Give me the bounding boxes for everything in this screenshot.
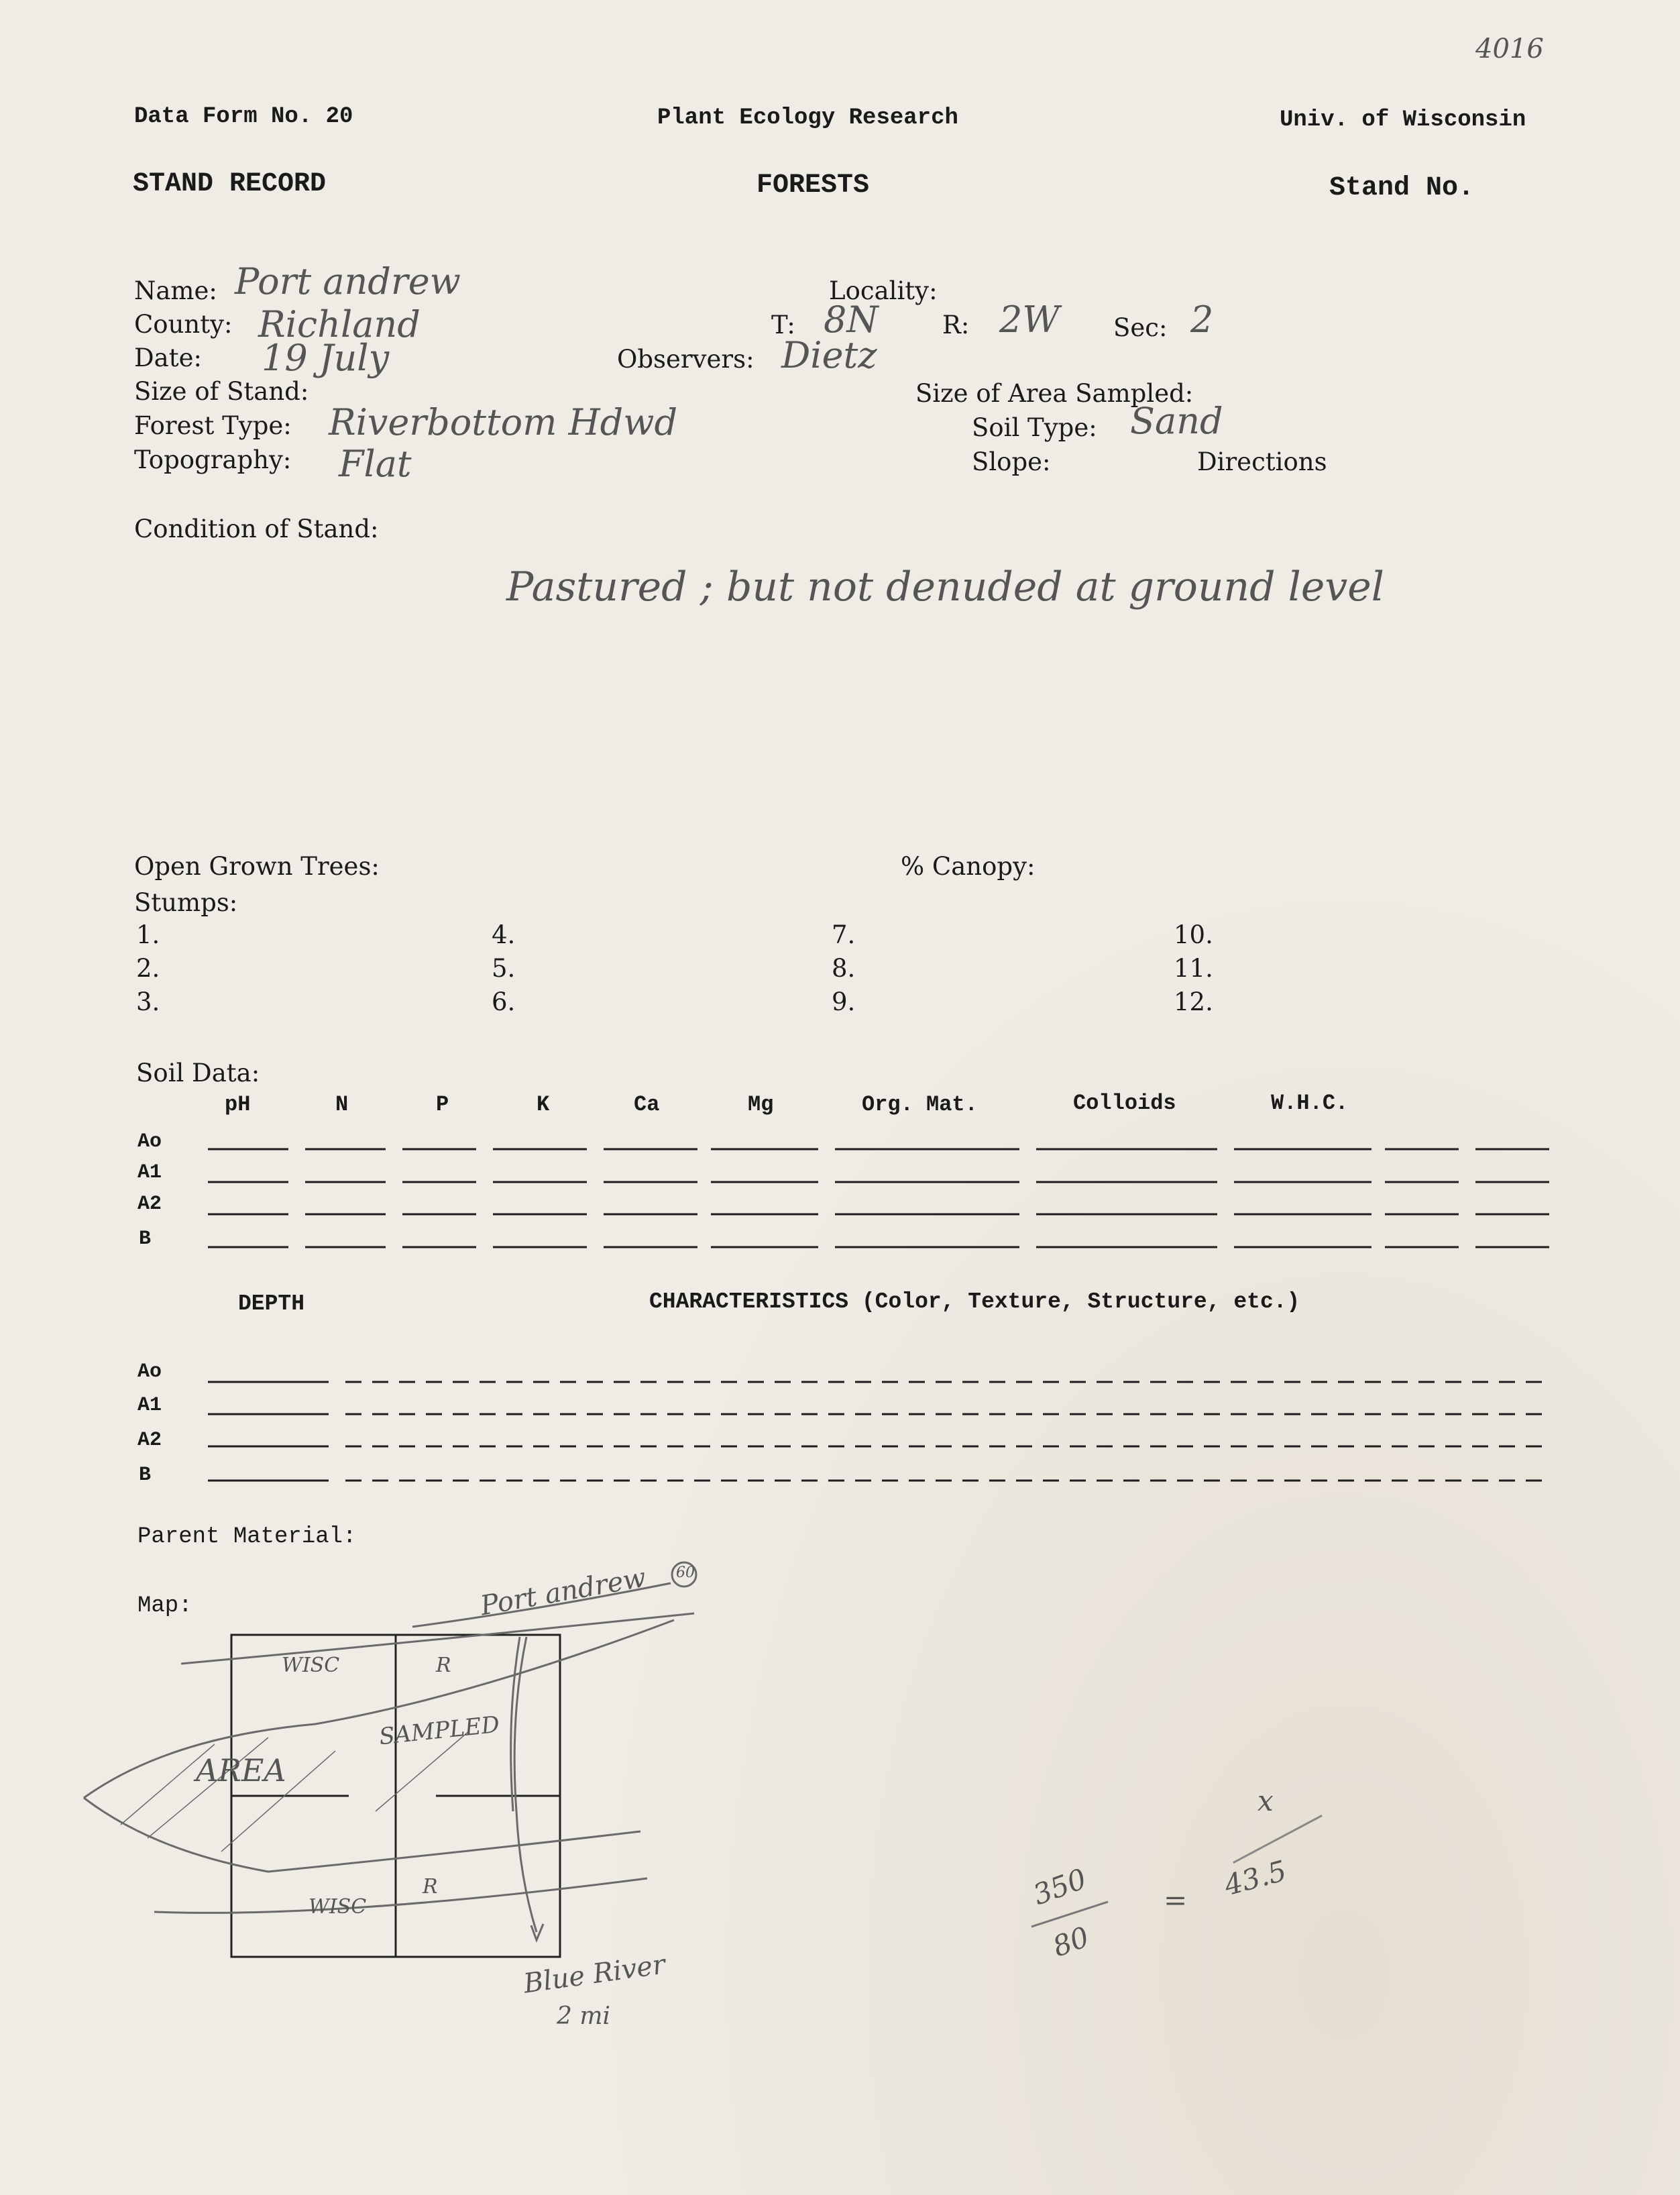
map-wisc-top: WISC <box>282 1654 340 1677</box>
map-area-label: AREA <box>196 1752 286 1788</box>
forest-title: FORESTS <box>757 170 870 201</box>
locality-label: Locality: <box>829 276 938 305</box>
name-value: Port andrew <box>235 260 461 303</box>
depth-row-a1: A1 <box>137 1394 162 1417</box>
area-hatching <box>121 1731 469 1852</box>
t-label: T: <box>771 311 795 339</box>
area-lower-boundary <box>84 1798 640 1872</box>
map-r-top: R <box>436 1654 451 1677</box>
soil-type-value: Sand <box>1130 400 1223 442</box>
depth-row-b: B <box>139 1464 152 1487</box>
stump-number: 2. <box>136 954 160 983</box>
directions-label: Directions <box>1197 447 1327 476</box>
col-ph: pH <box>225 1092 251 1117</box>
map-river-label: Blue River <box>521 1949 667 2000</box>
col-ca: Ca <box>634 1092 660 1117</box>
form-number: Data Form No. 20 <box>134 104 353 129</box>
area-upper-boundary <box>84 1620 674 1798</box>
stump-number: 9. <box>832 987 856 1016</box>
col-n: N <box>335 1092 349 1117</box>
row-a2: A2 <box>137 1193 162 1216</box>
forest-type-label: Forest Type: <box>134 411 292 440</box>
header-right: Univ. of Wisconsin <box>1280 107 1526 133</box>
header-center: Plant Ecology Research <box>657 105 958 131</box>
condition-value: Pastured ; but not denuded at ground level <box>506 564 1384 610</box>
map-route-number: 60 <box>676 1564 695 1581</box>
open-grown-label: Open Grown Trees: <box>134 852 380 881</box>
depth-row-a2: A2 <box>137 1429 162 1452</box>
topography-label: Topography: <box>134 445 292 474</box>
col-whc: W.H.C. <box>1271 1091 1349 1116</box>
county-value: Richland <box>258 303 421 345</box>
map-river-distance: 2 mi <box>557 2002 610 2030</box>
col-colloids: Colloids <box>1073 1091 1176 1116</box>
map-sampled-label: SAMPLED <box>378 1711 501 1751</box>
map-label: Map: <box>137 1593 192 1619</box>
observers-label: Observers: <box>617 345 754 374</box>
size-stand-label: Size of Stand: <box>134 377 309 406</box>
col-p: P <box>436 1092 449 1117</box>
slope-label: Slope: <box>972 447 1051 476</box>
t-value: 8N <box>824 299 879 341</box>
soil-row-lines <box>208 1149 1549 1247</box>
sec-value: 2 <box>1190 299 1214 341</box>
sketch-map <box>84 1562 696 1957</box>
col-mg: Mg <box>748 1092 774 1117</box>
calc-mark: x <box>1257 1784 1274 1817</box>
row-a1: A1 <box>137 1161 162 1184</box>
depth-label: DEPTH <box>238 1291 305 1316</box>
stump-number: 12. <box>1174 987 1213 1016</box>
stumps-label: Stumps: <box>134 888 238 917</box>
depth-row-ao: Ao <box>137 1360 162 1383</box>
characteristics-dashes <box>345 1382 1549 1481</box>
date-label: Date: <box>134 343 202 372</box>
area-sampled-label: Size of Area Sampled: <box>915 379 1194 408</box>
soil-data-label: Soil Data: <box>136 1059 260 1087</box>
name-label: Name: <box>134 276 217 305</box>
characteristics-label: CHARACTERISTICS (Color, Texture, Structure, etc.) <box>649 1289 1300 1314</box>
calc-result: 43.5 <box>1221 1854 1290 1903</box>
canopy-label: % Canopy: <box>901 852 1035 881</box>
row-ao: Ao <box>137 1130 162 1153</box>
stump-number: 10. <box>1174 920 1213 949</box>
map-town-label: Port andrew <box>478 1562 649 1622</box>
depth-row-lines <box>208 1382 329 1481</box>
map-r-bottom: R <box>423 1875 438 1898</box>
forest-type-value: Riverbottom Hdwd <box>329 401 678 443</box>
observers-value: Dietz <box>781 334 877 376</box>
record-title: STAND RECORD <box>133 169 327 199</box>
parent-material-label: Parent Material: <box>137 1524 357 1550</box>
stump-number: 11. <box>1174 954 1213 983</box>
col-org-mat: Org. Mat. <box>862 1092 978 1117</box>
sec-label: Sec: <box>1113 313 1168 342</box>
stump-number: 5. <box>492 954 516 983</box>
catalog-number: 4016 <box>1475 34 1544 64</box>
stand-no-label: Stand No. <box>1329 173 1475 203</box>
col-k: K <box>537 1092 550 1117</box>
stump-number: 1. <box>136 920 160 949</box>
river-bank-bottom <box>154 1878 647 1913</box>
condition-label: Condition of Stand: <box>134 515 379 543</box>
topography-value: Flat <box>339 443 412 485</box>
date-value: 19 July <box>262 337 390 379</box>
stump-number: 6. <box>492 987 516 1016</box>
road-arrow-icon <box>531 1924 543 1940</box>
road-line <box>514 1637 537 1932</box>
stump-number: 3. <box>136 987 160 1016</box>
soil-type-label: Soil Type: <box>972 413 1097 442</box>
calc-equals: = <box>1164 1884 1188 1917</box>
r-value: 2W <box>999 299 1060 341</box>
stump-number: 4. <box>492 920 516 949</box>
calc-denominator: 80 <box>1048 1920 1094 1964</box>
r-label: R: <box>942 311 970 339</box>
stump-number: 7. <box>832 920 856 949</box>
calc-numerator: 350 <box>1029 1862 1091 1912</box>
map-wisc-bottom: WISC <box>309 1895 367 1919</box>
row-b: B <box>139 1228 152 1250</box>
county-label: County: <box>134 310 233 339</box>
stump-number: 8. <box>832 954 856 983</box>
